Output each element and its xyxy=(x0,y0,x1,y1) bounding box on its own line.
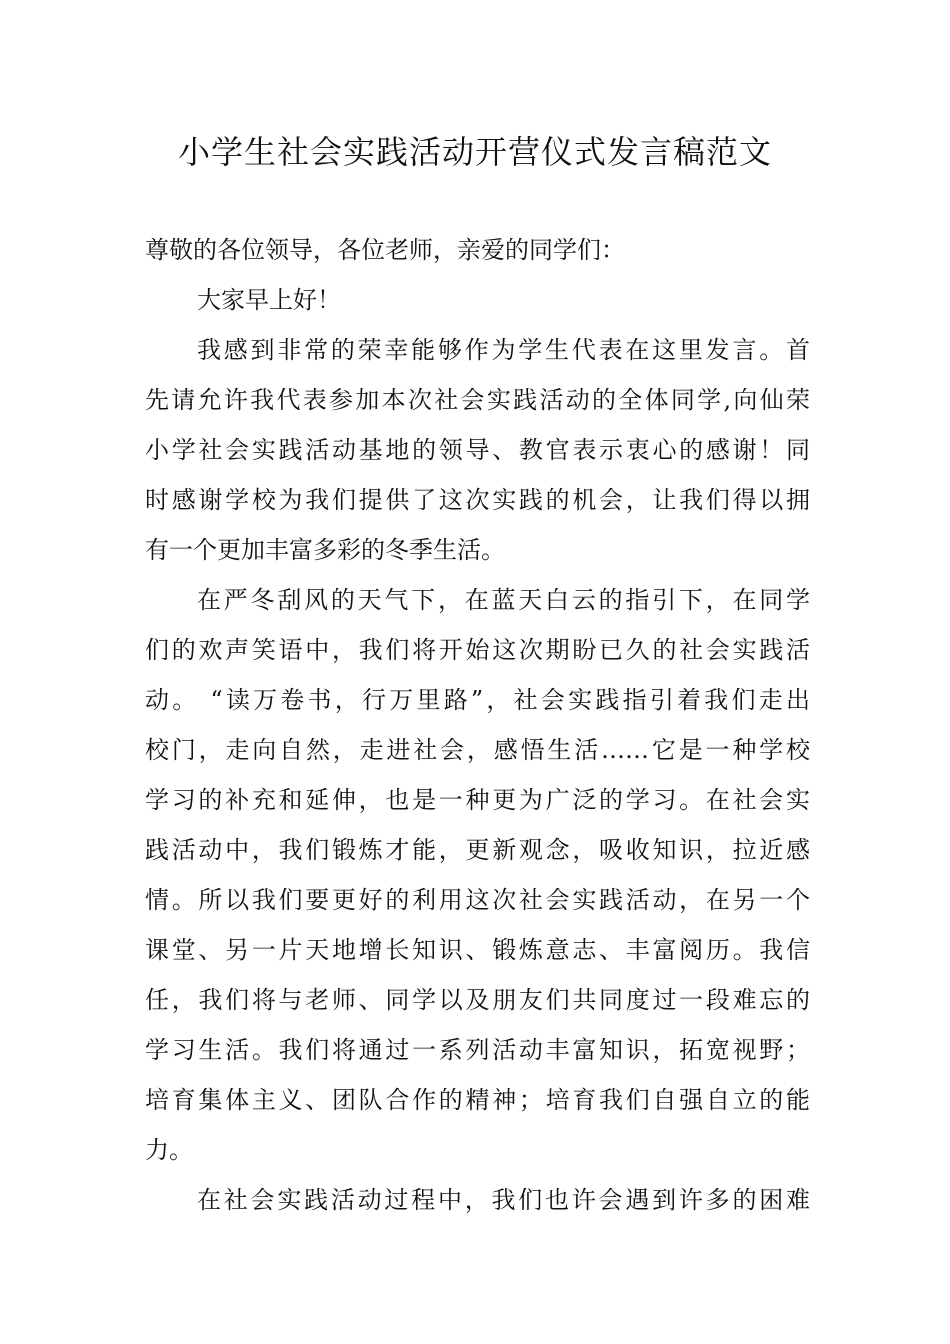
text-line: 任，我们将与老师、同学以及朋友们共同度过一段难忘的 xyxy=(145,986,810,1014)
text-line: 情。所以我们要更好的利用这次社会实践活动，在另一个 xyxy=(145,886,810,914)
text-line: 学习的补充和延伸，也是一种更为广泛的学习。在社会实 xyxy=(145,786,810,814)
text-line: 校门，走向自然，走进社会，感悟生活……它是一种学校 xyxy=(145,736,810,764)
text-line: 先请允许我代表参加本次社会实践活动的全体同学,向仙荣 xyxy=(145,386,810,414)
text-line: 力。 xyxy=(145,1136,193,1164)
text-line: 尊敬的各位领导，各位老师，亲爱的同学们： xyxy=(145,236,625,264)
text-line: 时感谢学校为我们提供了这次实践的机会，让我们得以拥 xyxy=(145,486,810,514)
document-body xyxy=(145,225,810,1225)
text-line: 培育集体主义、团队合作的精神；培育我们自强自立的能 xyxy=(145,1086,810,1114)
text-line: 有一个更加丰富多彩的冬季生活。 xyxy=(145,536,505,564)
text-line: 小学社会实践活动基地的领导、教官表示衷心的感谢！同 xyxy=(145,436,810,464)
text-line: 动。 “读万卷书，行万里路”，社会实践指引着我们走出 xyxy=(145,686,810,714)
text-line: 学习生活。我们将通过一系列活动丰富知识，拓宽视野； xyxy=(145,1036,810,1064)
text-line: 我感到非常的荣幸能够作为学生代表在这里发言。首 xyxy=(197,336,810,364)
text-line: 在社会实践活动过程中，我们也许会遇到许多的困难 xyxy=(197,1186,810,1214)
text-line: 大家早上好！ xyxy=(197,286,341,314)
text-line: 践活动中，我们锻炼才能，更新观念，吸收知识，拉近感 xyxy=(145,836,810,864)
text-line: 课堂、另一片天地增长知识、锻炼意志、丰富阅历。我信 xyxy=(145,936,810,964)
text-line: 在严冬刮风的天气下，在蓝天白云的指引下，在同学 xyxy=(197,586,810,614)
document-title: 小学生社会实践活动开营仪式发言稿范文 xyxy=(177,133,772,171)
text-line: 们的欢声笑语中，我们将开始这次期盼已久的社会实践活 xyxy=(145,636,810,664)
